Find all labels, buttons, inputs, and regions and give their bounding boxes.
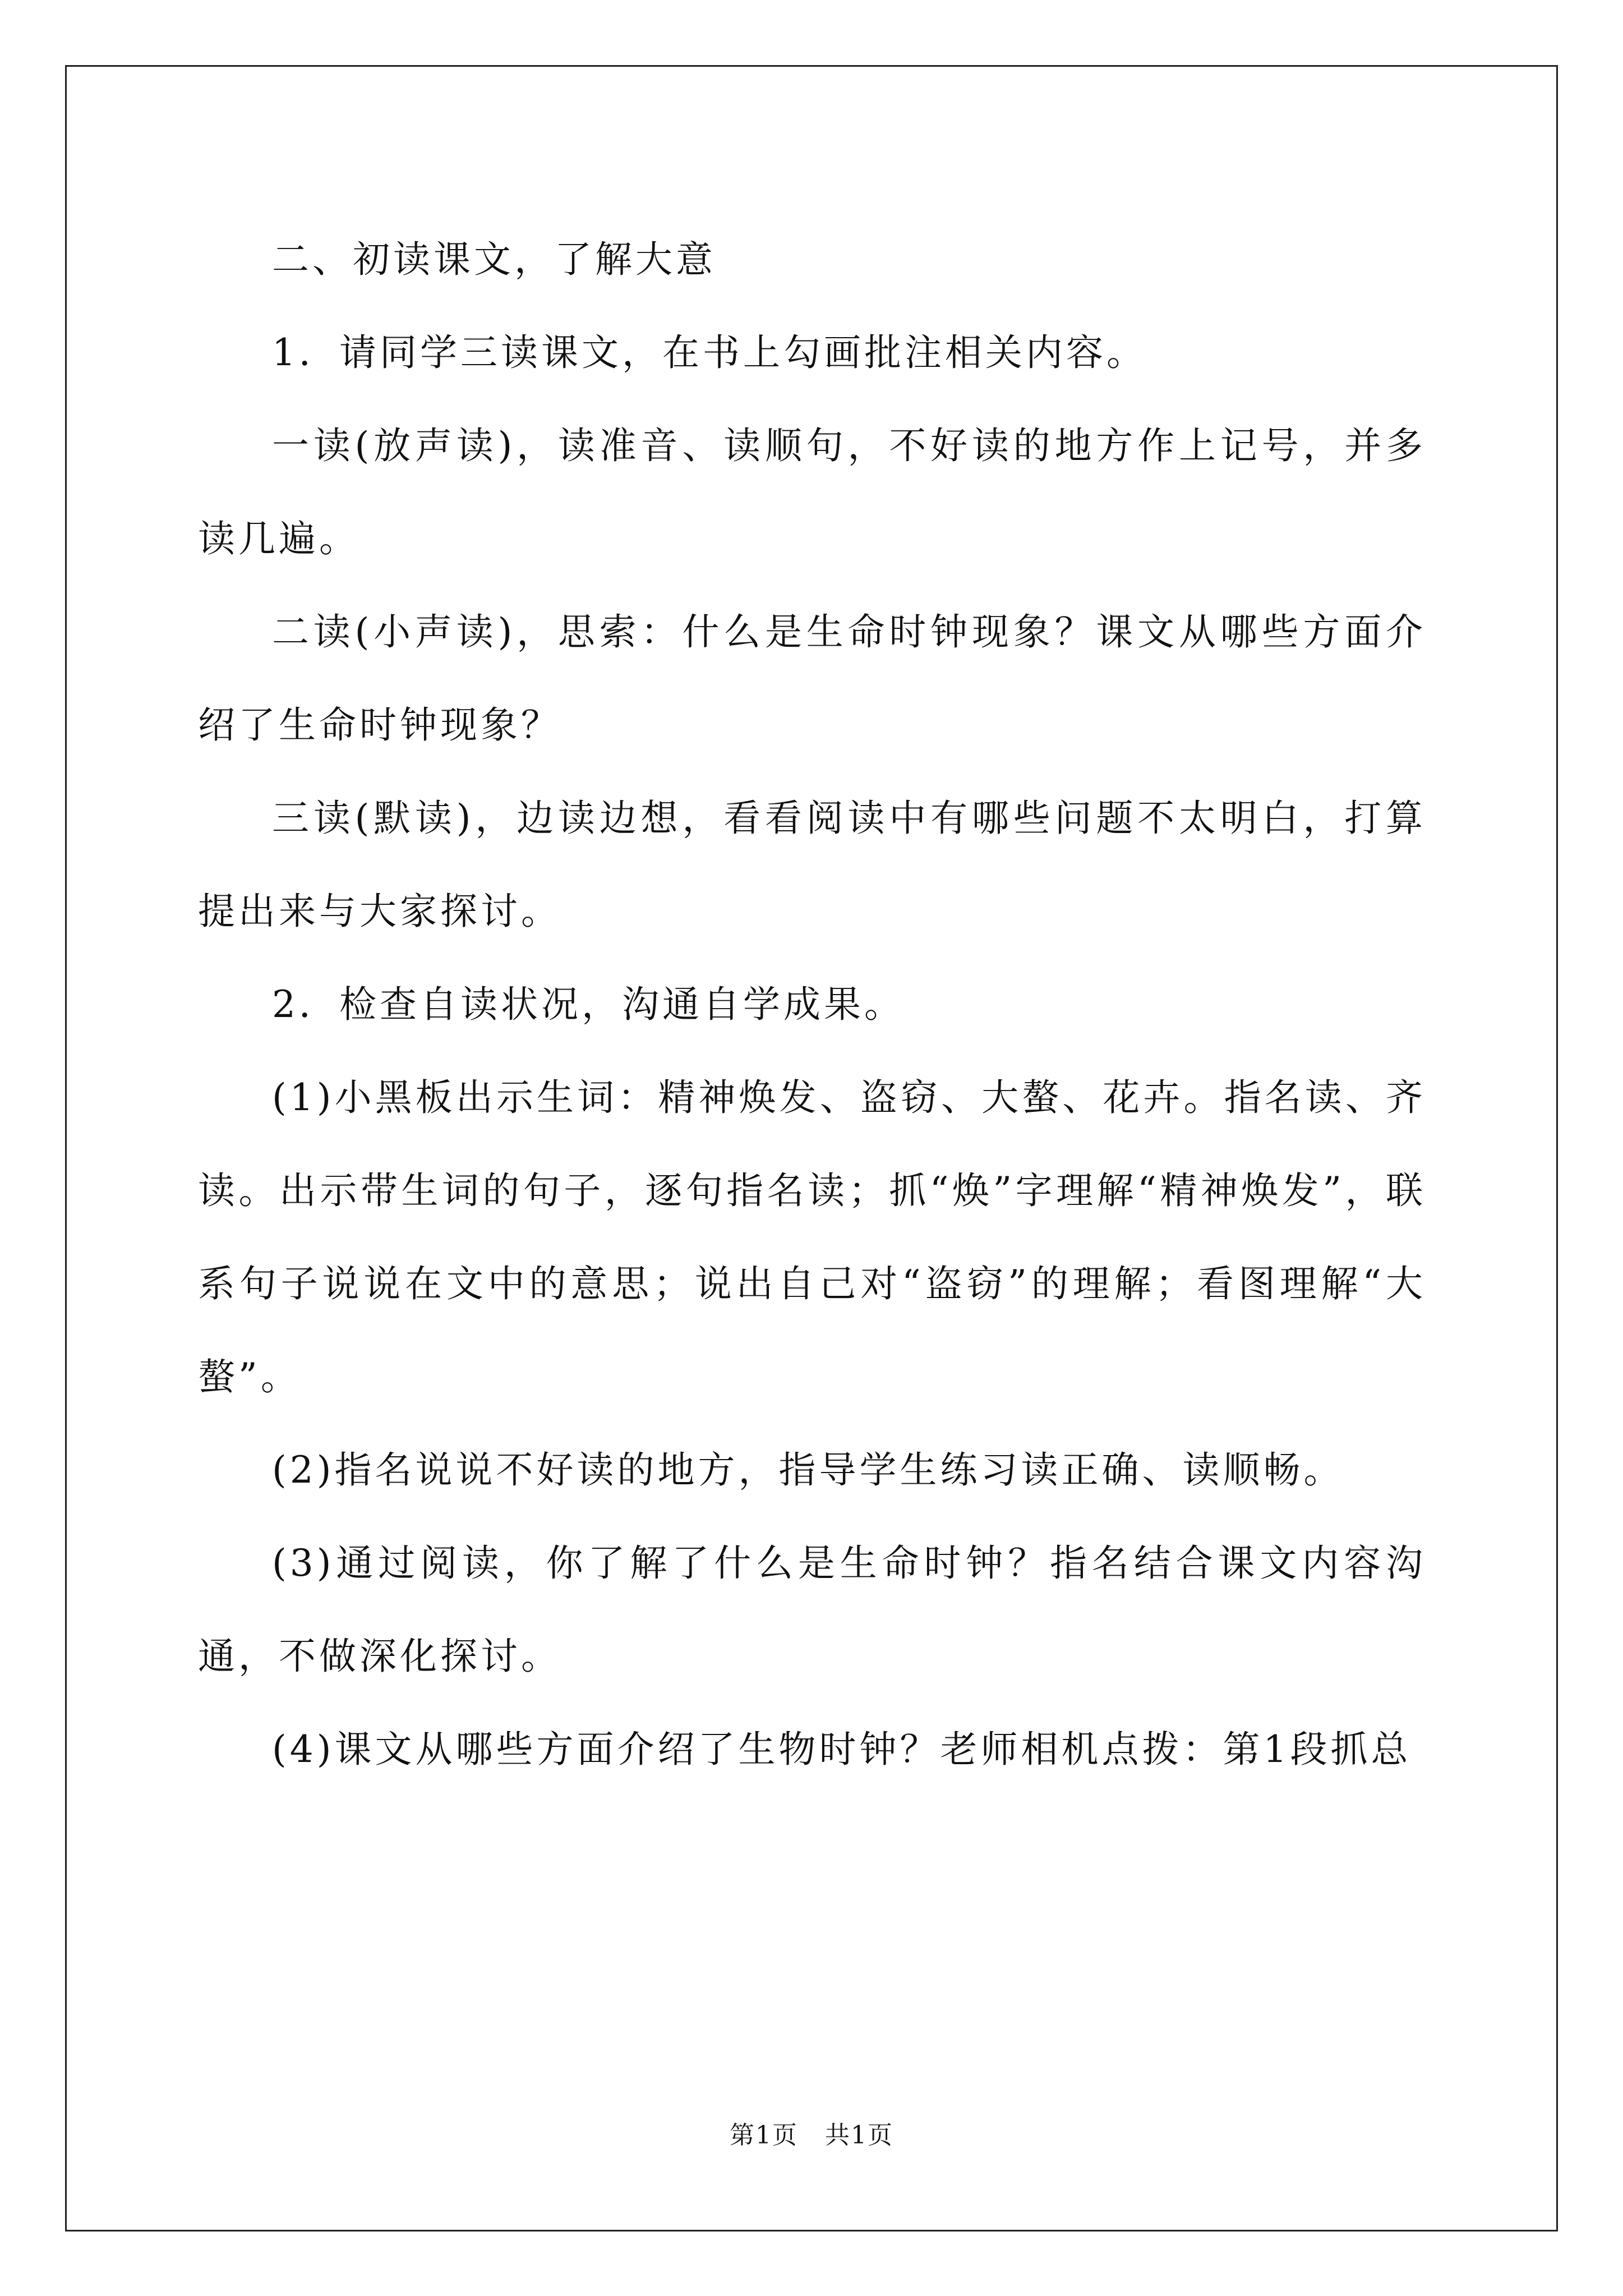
page-footer (0, 2115, 1623, 2151)
paragraph: 三读(默读)，边读边想，看看阅读中有哪些问题不太明白，打算提出来与大家探讨。 (198, 797, 1426, 933)
page-number: 第1页 (730, 2121, 798, 2150)
paragraph: (2)指名说说不好读的地方，指导学生练习读正确、读顺畅。 (272, 1448, 1344, 1492)
section-heading: 二、初读课文，了解大意 (272, 238, 716, 281)
paragraph: 一读(放声读)，读准音、读顺句，不好读的地方作上记号，并多读几遍。 (198, 424, 1426, 560)
document-body (198, 213, 1426, 1796)
paragraph: 2．检查自读状况，沟通自学成果。 (272, 983, 905, 1026)
paragraph: (3)通过阅读，你了解了什么是生命时钟？指名结合课文内容沟通，不做深化探讨。 (198, 1542, 1426, 1678)
paragraph: 1．请同学三读课文，在书上勾画批注相关内容。 (272, 331, 1147, 374)
paragraph: (1)小黑板出示生词：精神焕发、盗窃、大螯、花卉。指名读、齐读。出示带生词的句子，逐句指名读；抓“焕”字理解“精神焕发”，联系句子说说在文中的意思；说出自己对“盗窃”的理解；看图理解“大螯”。 (198, 1076, 1426, 1398)
paragraph: 二读(小声读)，思索：什么是生命时钟现象？课文从哪些方面介绍了生命时钟现象？ (198, 610, 1426, 747)
page-total: 共1页 (825, 2121, 893, 2150)
paragraph: (4)课文从哪些方面介绍了生物时钟？老师相机点拨：第1段抓总 (272, 1728, 1412, 1771)
